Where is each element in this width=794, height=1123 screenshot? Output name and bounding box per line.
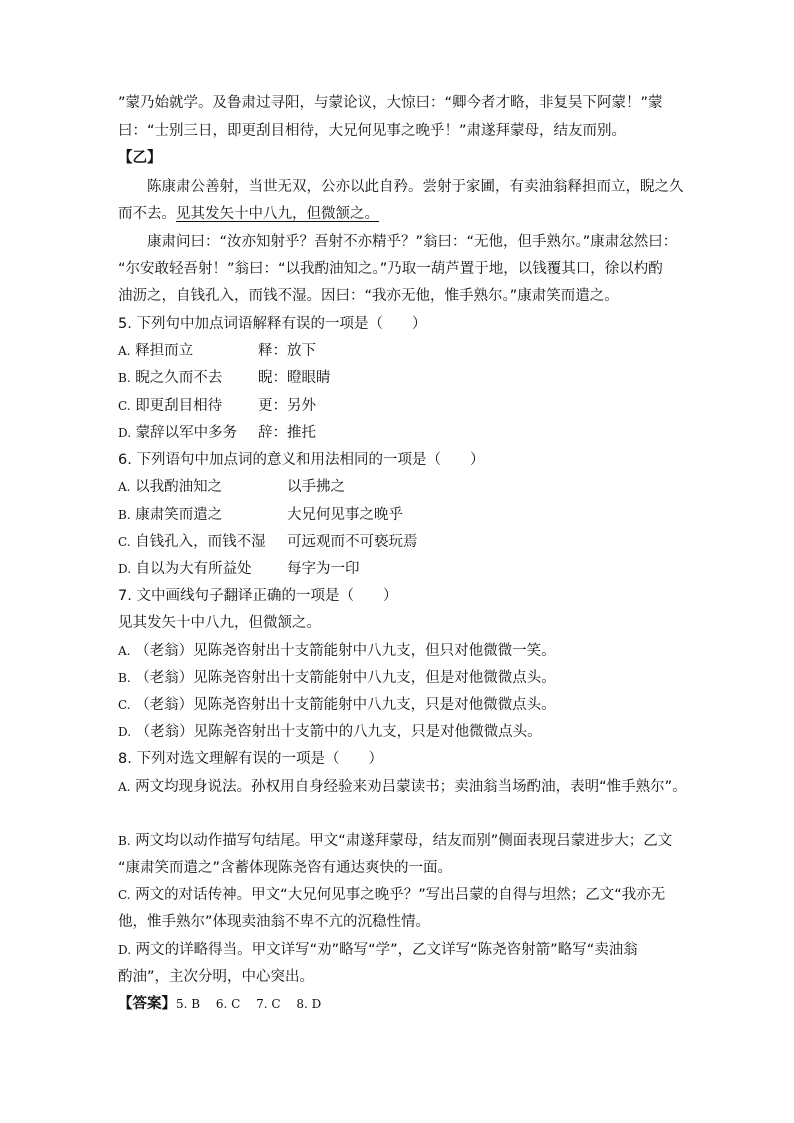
q8-option-b: B. 两文均以动作描写句结尾。甲文“肃遂拜蒙母，结友而别”侧面表现吕蒙进步大；乙文 (118, 833, 673, 849)
passage-b-p2-line-2: “尔安敢轻吾射！”翁曰：“以我酌油知之。”乃取一葫芦置于地，以钱覆其口，徐以杓酌 (118, 261, 663, 277)
option-letter: A. (118, 644, 131, 658)
q5-option-a: A. 释担而立 (118, 343, 194, 359)
answer-label: 【答案】 (118, 996, 176, 1012)
option-letter: B. (118, 508, 131, 522)
passage-a-line-1: ”蒙乃始就学。及鲁肃过寻阳，与蒙论议，大惊曰：“卿今者才略，非复吴下阿蒙！”蒙 (118, 95, 663, 111)
option-letter: D. (118, 943, 132, 957)
q5-option-c: C. 即更刮目相待 (118, 398, 223, 414)
q5-stem: 5. 下列句中加点词语解释有误的一项是（ ） (118, 316, 427, 332)
option-letter: D. (118, 725, 132, 739)
q6-option-c-compare: 可远观而不可亵玩焉 (287, 534, 418, 550)
q5-option-d-gloss: 辞：推托 (258, 425, 316, 441)
option-letter: A. (118, 780, 131, 794)
q5-option-d: D. 蒙辞以军中多务 (118, 425, 238, 441)
q8-option-c: C. 两文的对话传神。甲文“大兄何见事之晚乎？”写出吕蒙的自得与坦然；乙文“我亦无 (118, 887, 666, 903)
passage-b-heading: 【乙】 (118, 150, 162, 166)
option-letter: C. (118, 535, 131, 549)
q6-option-a: A. 以我酌油知之 (118, 479, 223, 495)
passage-b-p2-line-1: 康肃问曰：“汝亦知射乎？吾射不亦精乎？”翁曰：“无他，但手熟尔。”康肃忿然曰： (147, 234, 678, 250)
q6-option-a-compare: 以手拂之 (287, 479, 345, 495)
q5-option-b-gloss: 睨：瞪眼睛 (258, 370, 331, 386)
q7-option-b: B. （老翁）见陈尧咨射出十支箭能射中八九支，但是对他微微点头。 (118, 670, 556, 686)
option-letter: C. (118, 888, 131, 902)
q5-option-c-gloss: 更：另外 (258, 398, 316, 414)
q5-option-a-gloss: 释：放下 (258, 343, 316, 359)
q8-option-d-cont: 酌油”，主次分明，中心突出。 (118, 969, 315, 985)
option-letter: B. (118, 671, 131, 685)
answer-values: 5. B 6. C 7. C 8. D (176, 997, 322, 1011)
q8-option-d: D. 两文的详略得当。甲文详写“劝”略写“学”，乙文详写“陈尧咨射箭”略写“卖油翁 (118, 942, 638, 958)
passage-a-line-2: 曰：“士别三日，即更刮目相待，大兄何见事之晚乎！”肃遂拜蒙母，结友而别。 (118, 123, 627, 139)
passage-b-p1-line-2 (118, 204, 379, 224)
q8-option-c-cont: 他，惟手熟尔”体现卖油翁不卑不亢的沉稳性情。 (118, 914, 431, 930)
passage-b-plain-text: 而不去。 (118, 206, 176, 222)
q7-option-a: A. （老翁）见陈尧咨射出十支箭能射中八九支，但只对他微微一笑。 (118, 643, 556, 659)
option-letter: A. (118, 344, 131, 358)
q7-stem: 7. 文中画线句子翻译正确的一项是（ ） (118, 588, 398, 604)
option-letter: B. (118, 371, 131, 385)
q7-option-c: C. （老翁）见陈尧咨射出十支箭能射中八九支，只是对他微微点头。 (118, 697, 556, 713)
q6-option-b-compare: 大兄何见事之晚乎 (287, 507, 403, 523)
option-letter: C. (118, 399, 131, 413)
passage-b-p1-line-1: 陈康肃公善射，当世无双，公亦以此自矜。尝射于家圃，有卖油翁释担而立，睨之久 (147, 179, 684, 195)
underlined-sentence: 见其发矢十中八九，但微颔之。 (176, 206, 379, 222)
q6-option-d: D. 自以为大有所益处 (118, 561, 252, 577)
option-letter: D. (118, 426, 132, 440)
answer-line (118, 994, 321, 1014)
q6-option-d-compare: 每字为一印 (287, 561, 360, 577)
q6-option-b: B. 康肃笑而遣之 (118, 507, 223, 523)
q8-option-a: A. 两文均现身说法。孙权用自身经验来劝吕蒙读书；卖油翁当场酌油，表明“惟手熟尔”。 (118, 779, 687, 795)
passage-b-p2-line-3: 油沥之，自钱孔入，而钱不湿。因曰：“我亦无他，惟手熟尔。”康肃笑而遣之。 (118, 288, 619, 304)
q7-option-d: D. （老翁）见陈尧咨射出十支箭中的八九支，只是对他微微点头。 (118, 724, 542, 740)
option-letter: A. (118, 480, 131, 494)
q6-stem: 6. 下列语句中加点词的意义和用法相同的一项是（ ） (118, 452, 485, 468)
q8-option-b-cont: “康肃笑而遣之”含蓄体现陈尧咨有通达爽快的一面。 (118, 860, 453, 876)
q8-stem: 8. 下列对选文理解有误的一项是（ ） (118, 751, 383, 767)
q6-option-c: C. 自钱孔入，而钱不湿 (118, 534, 266, 550)
q7-sentence: 见其发矢十中八九，但微颔之。 (118, 615, 321, 631)
option-letter: C. (118, 698, 131, 712)
option-letter: D. (118, 562, 132, 576)
option-letter: B. (118, 834, 131, 848)
q5-option-b: B. 睨之久而不去 (118, 370, 223, 386)
